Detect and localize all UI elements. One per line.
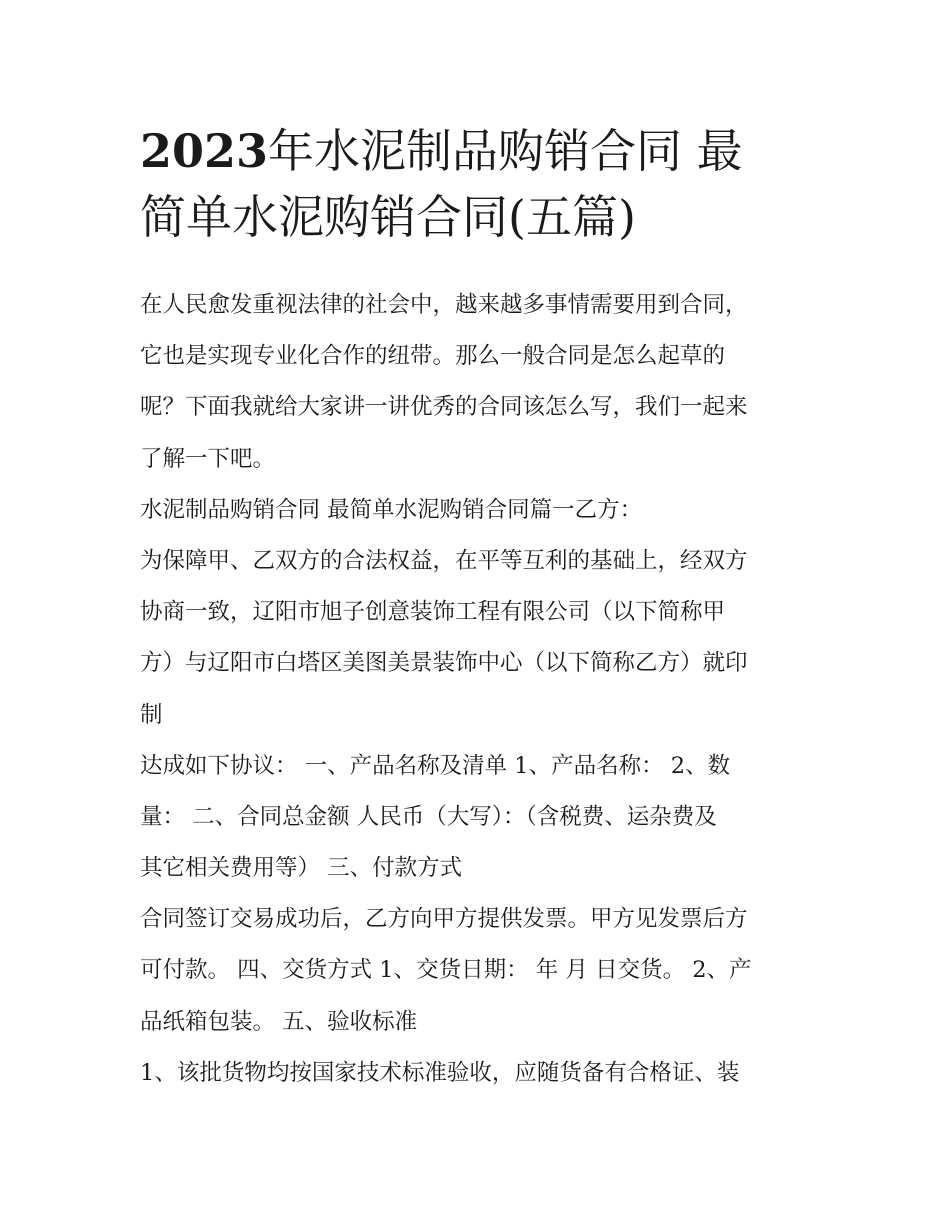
document-title xyxy=(140,118,820,250)
title-text: 简单水泥购销合同(五篇) xyxy=(140,190,636,244)
body-line: 呢？下面我就给大家讲一讲优秀的合同该怎么写，我们一起来 xyxy=(140,394,748,421)
body-line: 品纸箱包装。 五、验收标准 xyxy=(140,1008,418,1035)
body-line: 制 xyxy=(140,701,163,728)
title-line-1 xyxy=(140,118,820,184)
document-body xyxy=(140,280,812,1099)
body-line: 水泥制品购销合同 最简单水泥购销合同篇一乙方： xyxy=(140,496,643,523)
body-line: 量： 二、合同总金额 人民币（大写）：（含税费、运杂费及 xyxy=(140,803,717,830)
body-line: 为保障甲、乙双方的合法权益，在平等互利的基础上，经双方 xyxy=(140,547,748,574)
body-line: 可付款。 四、交货方式 1、交货日期： 年 月 日交货。 2、产 xyxy=(140,957,752,984)
title-text: 年水泥制品购销合同 最 xyxy=(268,124,743,178)
body-line: 其它相关费用等） 三、付款方式 xyxy=(140,855,463,882)
body-line: 在人民愈发重视法律的社会中，越来越多事情需要用到合同， xyxy=(140,292,748,318)
body-line: 合同签订交易成功后，乙方向甲方提供发票。甲方见发票后方 xyxy=(140,906,748,933)
body-line: 达成如下协议： 一、产品名称及清单 1、产品名称： 2、数 xyxy=(140,752,731,779)
body-line: 了解一下吧。 xyxy=(140,445,276,472)
body-line: 方）与辽阳市白塔区美图美景装饰中心（以下简称乙方）就印 xyxy=(140,650,748,677)
body-line: 1、该批货物均按国家技术标准验收，应随货备有合格证、装 xyxy=(140,1059,740,1086)
body-line: 它也是实现专业化合作的纽带。那么一般合同是怎么起草的 xyxy=(140,343,726,370)
body-line: 协商一致，辽阳市旭子创意装饰工程有限公司（以下简称甲 xyxy=(140,599,726,626)
title-year: 2023 xyxy=(140,124,269,178)
title-line-2 xyxy=(140,184,820,250)
